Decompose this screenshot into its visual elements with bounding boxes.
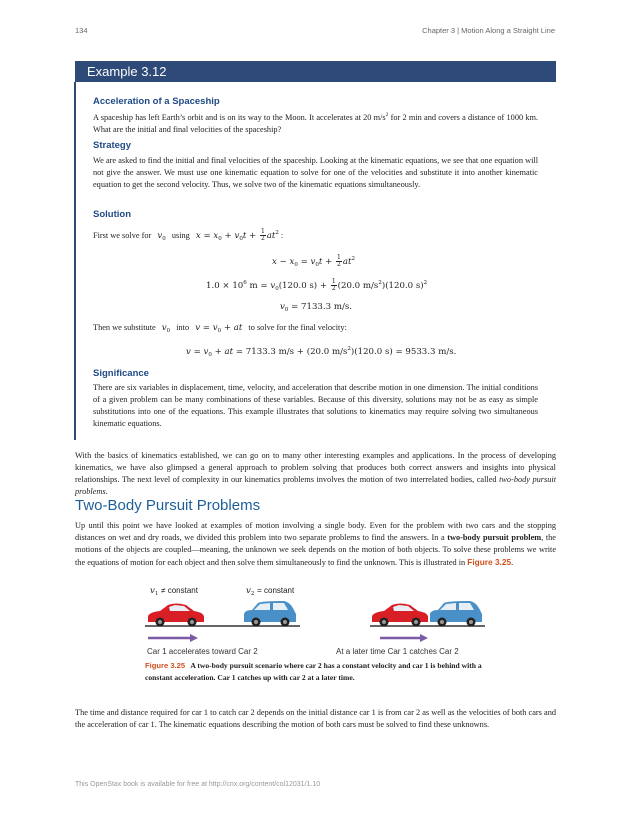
section-paragraph: Up until this point we have looked at examples of motion involving a single body. Even for the problem with two cars and the stopping distances on wet and dry roads, we divided this problem into two separate problems to find the answers. In a two-body pursuit problem, the motions of the objects are coupled—meaning, the unknown we seek depends on the motion of both objects. To solve these problems we write the equations of motion for each object and then solve them simultaneously to find the unknown. This is illustrated in Figure 3.25. [75,521,556,568]
example-heading: Acceleration of a Spaceship [93,96,220,107]
pursuit-figure [140,596,490,646]
arrow-right [380,634,428,642]
page-number: 134 [75,26,88,35]
figure-link[interactable]: Figure 3.25 [467,557,512,568]
strategy-heading: Strategy [93,140,132,151]
car1-right [372,604,428,627]
car2-right [430,601,482,627]
section-title: Two-Body Pursuit Problems [75,497,261,514]
arrow-left [148,634,198,642]
figure-caption: Figure 3.25 A two-body pursuit scenario where car 2 has a constant velocity and car 1 is behind with a constant acceleration. Car 1 catches up with car 2 at a later time. [145,661,482,682]
car1-left [148,604,204,627]
right-scene-caption: At a later time Car 1 catches Car 2 [336,647,459,656]
example-title: Example 3.12 [87,64,167,79]
v2-label: $v_2$ = constant [246,586,295,597]
final-paragraph: The time and distance required for car 1 to catch car 2 depends on the initial distance car 1 is from car 2 as well as the velocities of both cars and the acceleration of car 1. The kinematic equations describing the motion of both cars must be solved to find these unknowns. [75,708,556,730]
left-scene-caption: Car 1 accelerates toward Car 2 [147,647,258,656]
v1-label: $v_1$ ≠ constant [150,586,198,597]
footer: This OpenStax book is available for free at http://cnx.org/content/col12031/1.10 [75,781,321,788]
strategy-text: We are asked to find the initial and final velocities of the spaceship. Looking at the kinematic equations, we see that one equation will not give the answer. We must use one kinematic equation to solve for one of the velocities and substitute it into another kinematic equation to get the second velocity. Thus, we solve two of the kinematic equations simultaneously. [93,156,538,190]
problem-text: A spaceship has left Earth’s orbit and is on its way to the Moon. It accelerates at 20 $m/s^2$ for 2 min and covers a distance of 1000 km. What are the initial and final velocities of the spaceship? [93,112,539,135]
equation-1: $x - x_0 = v_0t$ + $\frac{1}{2}$ $at^2$ [272,254,355,268]
solution-heading: Solution [93,209,131,220]
significance-heading: Significance [93,368,149,379]
car2-left [244,601,296,627]
equation-2: $1.0 \times 10^6$ $m = v_0(120.0$ s) + $\frac{1}{2}$ (20.0 $m/s^2)(120.0$ s)$^2$ [206,278,428,292]
equation-3: $v_0 = 7133.3$ m/s. [280,302,353,313]
chapter-header: Chapter 3 | Motion Along a Straight Line [422,26,555,35]
intro-paragraph: With the basics of kinematics established, we can go on to many other interesting examples and applications. In the process of developing kinematics, we have also glimpsed a general approach to problem solving that produces both correct answers and insights into physical relationships. The next level of complexity in our kinematics problems involves the motion of two interrelated bodies, called two-body pursuit problems. [75,451,557,497]
substitute-line: Then we substitute $v_0$ into $v = v_0$ + at to solve for the final velocity: [93,323,347,334]
equation-final: $v = v_0$ + at = 7133.3 m/s + (20.0 $m/s^2)(120.0$ s) = 9533.3 m/s. [186,346,457,358]
significance-text: There are six variables in displacement, time, velocity, and acceleration that describe motion in one dimension. The initial conditions of a given problem can be many combinations of these variables. Because of this diversity, solutions may not be as easy as simple substitutions into one of the equations. This example illustrates that solutions to kinematics may require solving two simultaneous kinematic equations. [93,383,538,429]
solution-intro: First we solve for $v_0$ using $x = x_0 + v_0t$ + $\frac{1}{2}$ $at^2$ : [93,228,284,242]
example-border [74,82,76,440]
example-title-bar [75,61,556,82]
